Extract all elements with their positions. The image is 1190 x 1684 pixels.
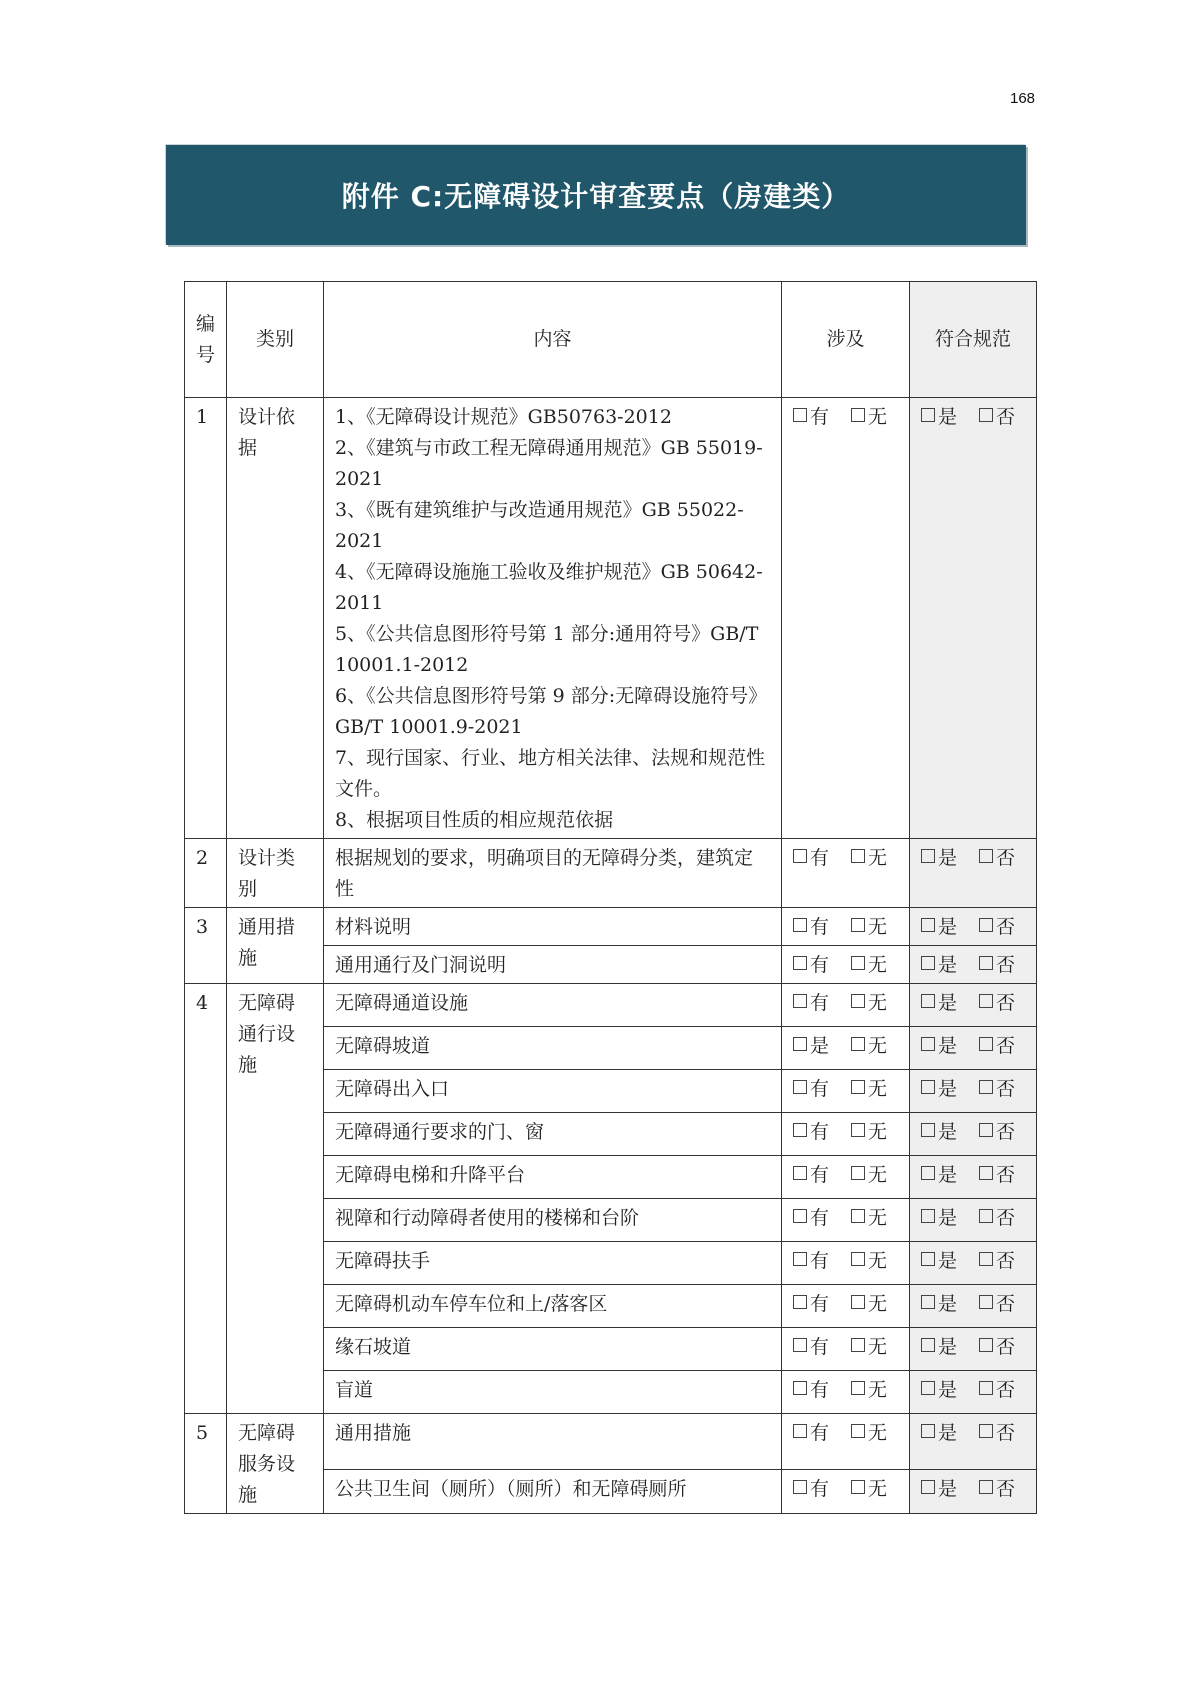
conforms-cell (910, 839, 1037, 908)
involved-cell (782, 1285, 910, 1328)
checkbox-icon[interactable] (921, 918, 935, 932)
conforms-option-label: 是 (938, 1250, 958, 1272)
checkbox-icon[interactable] (851, 1123, 865, 1137)
conforms-cell (910, 1156, 1037, 1199)
checkbox-icon[interactable] (921, 1480, 935, 1494)
row-content (324, 946, 782, 984)
conforms-option-label: 是 (938, 1422, 958, 1444)
involved-cell (782, 1328, 910, 1371)
involved-option[interactable] (793, 1074, 829, 1105)
conforms-option-label: 是 (938, 992, 958, 1014)
involved-option-label: 无 (868, 847, 888, 869)
involved-option-label: 有 (810, 406, 830, 428)
involved-option[interactable] (851, 1031, 887, 1062)
involved-cell (782, 946, 910, 984)
involved-option[interactable] (793, 402, 829, 433)
table-body (185, 398, 1037, 1514)
conforms-option-label: 否 (996, 1379, 1016, 1401)
involved-option-label: 有 (810, 1250, 830, 1272)
conforms-option[interactable] (921, 1160, 957, 1191)
involved-cell (782, 1070, 910, 1113)
involved-option-label: 有 (810, 1336, 830, 1358)
involved-option-label: 有 (810, 1121, 830, 1143)
involved-option[interactable] (793, 1031, 829, 1062)
involved-option[interactable] (793, 1117, 829, 1148)
conforms-option[interactable] (979, 1246, 1015, 1277)
conforms-option-label: 否 (996, 916, 1016, 938)
conforms-option-label: 是 (938, 1035, 958, 1057)
conforms-option[interactable] (921, 1332, 957, 1363)
content-line: 无障碍电梯和升降平台 (335, 1164, 526, 1186)
involved-option-label: 是 (810, 1035, 830, 1057)
checkbox-icon[interactable] (793, 1480, 807, 1494)
content-line: 视障和行动障碍者使用的楼梯和台阶 (335, 1207, 640, 1229)
conforms-option[interactable] (921, 1031, 957, 1062)
conforms-option-label: 否 (996, 1207, 1016, 1229)
title-banner (166, 145, 1026, 245)
header-involved: 涉及 (782, 282, 910, 398)
checkbox-icon[interactable] (921, 1123, 935, 1137)
row-number: 1 (185, 398, 227, 839)
conforms-option[interactable] (979, 950, 1015, 981)
involved-option[interactable] (793, 988, 829, 1019)
involved-option[interactable] (851, 1160, 887, 1191)
involved-option[interactable] (851, 1289, 887, 1320)
row-content (324, 908, 782, 946)
content-line: 4、《无障碍设施施工验收及维护规范》GB 50642-2011 (335, 561, 763, 614)
content-line: 通用措施 (335, 1422, 412, 1444)
checkbox-icon[interactable] (979, 956, 993, 970)
involved-option-label: 无 (868, 1207, 888, 1229)
conforms-cell (910, 1469, 1037, 1513)
involved-option-label: 有 (810, 1379, 830, 1401)
conforms-cell (910, 1285, 1037, 1328)
table-header-row (185, 282, 1037, 398)
conforms-option-label: 否 (996, 1477, 1016, 1500)
conforms-option[interactable] (921, 843, 957, 874)
checkbox-icon[interactable] (979, 1037, 993, 1051)
content-line: 2、《建筑与市政工程无障碍通用规范》GB 55019-2021 (335, 437, 763, 490)
conforms-cell (910, 1199, 1037, 1242)
checkbox-icon[interactable] (851, 994, 865, 1008)
conforms-option[interactable] (921, 1418, 957, 1449)
checkbox-icon[interactable] (793, 1166, 807, 1180)
checkbox-icon[interactable] (979, 1252, 993, 1266)
conforms-cell (910, 1328, 1037, 1371)
checkbox-icon[interactable] (979, 1295, 993, 1309)
checkbox-icon[interactable] (793, 1037, 807, 1051)
involved-option[interactable] (851, 950, 887, 981)
row-content (324, 1328, 782, 1371)
checkbox-icon[interactable] (921, 1080, 935, 1094)
involved-cell (782, 1027, 910, 1070)
table-row (185, 908, 1037, 946)
content-line: 无障碍机动车停车位和上/落客区 (335, 1293, 608, 1315)
conforms-option-label: 是 (938, 916, 958, 938)
content-line: 缘石坡道 (335, 1336, 412, 1358)
checkbox-icon[interactable] (921, 1295, 935, 1309)
conforms-option-label: 是 (938, 1293, 958, 1315)
involved-cell (782, 1113, 910, 1156)
involved-option-label: 有 (810, 1078, 830, 1100)
conforms-option-label: 否 (996, 1035, 1016, 1057)
row-content (324, 1371, 782, 1414)
header-category: 类别 (227, 282, 324, 398)
conforms-option[interactable] (921, 1246, 957, 1277)
conforms-option-label: 否 (996, 1164, 1016, 1186)
table-row (185, 984, 1037, 1027)
checkbox-icon[interactable] (793, 994, 807, 1008)
conforms-option[interactable] (979, 1117, 1015, 1148)
checkbox-icon[interactable] (793, 1209, 807, 1223)
conforms-option-label: 否 (996, 847, 1016, 869)
checkbox-icon[interactable] (851, 1338, 865, 1352)
checkbox-icon[interactable] (851, 1080, 865, 1094)
conforms-option-label: 是 (938, 1336, 958, 1358)
involved-cell (782, 908, 910, 946)
conforms-option[interactable] (979, 1203, 1015, 1234)
checkbox-icon[interactable] (921, 1166, 935, 1180)
checkbox-icon[interactable] (793, 1424, 807, 1438)
header-content: 内容 (324, 282, 782, 398)
checkbox-icon[interactable] (793, 1381, 807, 1395)
checkbox-icon[interactable] (921, 849, 935, 863)
header-num-label: 编号 (195, 312, 215, 366)
conforms-option-label: 是 (938, 1207, 958, 1229)
row-content (324, 1070, 782, 1113)
conforms-option[interactable] (921, 402, 957, 433)
conforms-cell (910, 398, 1037, 839)
involved-option[interactable] (793, 1246, 829, 1277)
content-line: 6、《公共信息图形符号第 9 部分:无障碍设施符号》GB/T 10001.9-2021 (335, 685, 768, 738)
checkbox-icon[interactable] (979, 1123, 993, 1137)
row-category: 通用措施 (227, 908, 324, 984)
involved-option[interactable] (851, 1117, 887, 1148)
checkbox-icon[interactable] (851, 849, 865, 863)
row-content (324, 839, 782, 908)
row-content (324, 1469, 782, 1513)
checkbox-icon[interactable] (851, 408, 865, 422)
involved-option-label: 无 (868, 1035, 888, 1057)
conforms-option[interactable] (921, 1117, 957, 1148)
checkbox-icon[interactable] (979, 1209, 993, 1223)
conforms-cell (910, 1113, 1037, 1156)
conforms-option-label: 否 (996, 954, 1016, 976)
conforms-option[interactable] (979, 912, 1015, 943)
conforms-option-label: 是 (938, 1379, 958, 1401)
involved-option[interactable] (851, 1375, 887, 1406)
involved-option[interactable] (851, 1203, 887, 1234)
involved-option[interactable] (793, 1375, 829, 1406)
involved-option-label: 无 (868, 1164, 888, 1186)
involved-option-label: 无 (868, 1422, 888, 1444)
conforms-option[interactable] (979, 1375, 1015, 1406)
content-line: 无障碍扶手 (335, 1250, 431, 1272)
checkbox-icon[interactable] (793, 956, 807, 970)
conforms-option-label: 否 (996, 1078, 1016, 1100)
checkbox-icon[interactable] (793, 1252, 807, 1266)
content-line: 5、《公共信息图形符号第 1 部分:通用符号》GB/T 10001.1-2012 (335, 623, 759, 676)
checkbox-icon[interactable] (921, 1209, 935, 1223)
content-line: 1、《无障碍设计规范》GB50763-2012 (335, 406, 672, 428)
conforms-option[interactable] (921, 988, 957, 1019)
content-line: 3、《既有建筑维护与改造通用规范》GB 55022-2021 (335, 499, 744, 552)
checkbox-icon[interactable] (851, 1252, 865, 1266)
involved-option[interactable] (851, 402, 887, 433)
conforms-option-label: 是 (938, 1164, 958, 1186)
conforms-option[interactable] (921, 912, 957, 943)
conforms-cell (910, 908, 1037, 946)
conforms-option[interactable] (979, 1074, 1015, 1105)
involved-option-label: 无 (868, 954, 888, 976)
conforms-option[interactable] (979, 402, 1015, 433)
checkbox-icon[interactable] (793, 1080, 807, 1094)
checkbox-icon[interactable] (921, 994, 935, 1008)
conforms-cell (910, 946, 1037, 984)
conforms-cell (910, 1242, 1037, 1285)
conforms-cell (910, 984, 1037, 1027)
involved-option-label: 有 (810, 916, 830, 938)
checkbox-icon[interactable] (979, 1480, 993, 1494)
involved-option[interactable] (793, 1474, 829, 1505)
checkbox-icon[interactable] (793, 408, 807, 422)
conforms-option[interactable] (979, 1332, 1015, 1363)
conforms-option-label: 否 (996, 1121, 1016, 1143)
row-category: 无障碍通行设施 (227, 984, 324, 1414)
conforms-cell (910, 1414, 1037, 1470)
content-line: 无障碍出入口 (335, 1078, 450, 1100)
row-number: 3 (185, 908, 227, 984)
row-content (324, 984, 782, 1027)
checkbox-icon[interactable] (979, 994, 993, 1008)
involved-option-label: 无 (868, 1336, 888, 1358)
checkbox-icon[interactable] (979, 408, 993, 422)
checkbox-icon[interactable] (793, 1295, 807, 1309)
involved-option[interactable] (851, 1074, 887, 1105)
involved-option[interactable] (793, 1203, 829, 1234)
involved-option-label: 有 (810, 1293, 830, 1315)
involved-option[interactable] (851, 1474, 887, 1505)
checkbox-icon[interactable] (851, 1424, 865, 1438)
involved-option-label: 有 (810, 1422, 830, 1444)
row-content (324, 1285, 782, 1328)
conforms-option-label: 是 (938, 1078, 958, 1100)
conforms-option-label: 是 (938, 406, 958, 428)
involved-option-label: 无 (868, 1250, 888, 1272)
checkbox-icon[interactable] (979, 849, 993, 863)
checkbox-icon[interactable] (851, 1295, 865, 1309)
involved-option-label: 无 (868, 1121, 888, 1143)
conforms-option[interactable] (921, 1474, 957, 1505)
checkbox-icon[interactable] (851, 1480, 865, 1494)
involved-option[interactable] (793, 1160, 829, 1191)
conforms-option[interactable] (921, 1289, 957, 1320)
row-content (324, 1027, 782, 1070)
row-number: 2 (185, 839, 227, 908)
checkbox-icon[interactable] (979, 1381, 993, 1395)
table-row (185, 398, 1037, 839)
row-category: 无障碍服务设施 (227, 1414, 324, 1514)
involved-cell (782, 1156, 910, 1199)
checkbox-icon[interactable] (921, 1338, 935, 1352)
conforms-option[interactable] (979, 1289, 1015, 1320)
conforms-cell (910, 1027, 1037, 1070)
table-row (185, 1414, 1037, 1470)
row-content (324, 398, 782, 839)
conforms-cell (910, 1070, 1037, 1113)
checkbox-icon[interactable] (921, 1381, 935, 1395)
conforms-option-label: 是 (938, 1477, 958, 1500)
checkbox-icon[interactable] (979, 1338, 993, 1352)
content-line: 无障碍坡道 (335, 1035, 431, 1057)
row-content (324, 1156, 782, 1199)
content-line: 材料说明 (335, 916, 412, 938)
header-conforms: 符合规范 (910, 282, 1037, 398)
conforms-option[interactable] (979, 988, 1015, 1019)
involved-option-label: 无 (868, 1293, 888, 1315)
involved-option[interactable] (793, 843, 829, 874)
involved-option-label: 无 (868, 1078, 888, 1100)
checkbox-icon[interactable] (851, 1037, 865, 1051)
checkbox-icon[interactable] (851, 1166, 865, 1180)
involved-option[interactable] (851, 988, 887, 1019)
involved-cell (782, 1469, 910, 1513)
checkbox-icon[interactable] (793, 918, 807, 932)
conforms-option-label: 否 (996, 406, 1016, 428)
involved-option-label: 无 (868, 1379, 888, 1401)
conforms-option-label: 是 (938, 847, 958, 869)
conforms-option[interactable] (979, 1160, 1015, 1191)
checkbox-icon[interactable] (979, 1166, 993, 1180)
header-num (185, 282, 227, 398)
checkbox-icon[interactable] (851, 956, 865, 970)
row-number: 5 (185, 1414, 227, 1514)
conforms-option[interactable] (979, 843, 1015, 874)
conforms-option-label: 否 (996, 1422, 1016, 1444)
involved-option[interactable] (793, 950, 829, 981)
involved-option[interactable] (851, 1418, 887, 1449)
involved-cell (782, 984, 910, 1027)
checkbox-icon[interactable] (793, 849, 807, 863)
involved-cell (782, 1414, 910, 1470)
conforms-option[interactable] (921, 1074, 957, 1105)
conforms-option[interactable] (921, 950, 957, 981)
involved-option-label: 无 (868, 992, 888, 1014)
involved-option[interactable] (793, 1418, 829, 1449)
involved-option-label: 无 (868, 1477, 888, 1500)
content-line: 7、现行国家、行业、地方相关法律、法规和规范性文件。 (335, 747, 766, 800)
involved-cell (782, 1371, 910, 1414)
involved-option[interactable] (793, 912, 829, 943)
row-number: 4 (185, 984, 227, 1414)
conforms-option-label: 是 (938, 1121, 958, 1143)
row-category: 设计类别 (227, 839, 324, 908)
checkbox-icon[interactable] (979, 918, 993, 932)
involved-option-label: 有 (810, 1207, 830, 1229)
content-line: 根据规划的要求，明确项目的无障碍分类，建筑定性 (335, 847, 754, 900)
content-line: 公共卫生间（厕所）（厕所）和无障碍厕所 (335, 1477, 687, 1500)
involved-option-label: 有 (810, 954, 830, 976)
conforms-option-label: 否 (996, 1250, 1016, 1272)
involved-cell (782, 1199, 910, 1242)
page-number: 168 (1010, 90, 1036, 107)
involved-option-label: 有 (810, 992, 830, 1014)
checkbox-icon[interactable] (851, 918, 865, 932)
involved-option-label: 有 (810, 847, 830, 869)
involved-option-label: 有 (810, 1164, 830, 1186)
checkbox-icon[interactable] (851, 1381, 865, 1395)
conforms-option[interactable] (979, 1474, 1015, 1505)
involved-option[interactable] (851, 912, 887, 943)
table-row (185, 839, 1037, 908)
checkbox-icon[interactable] (979, 1424, 993, 1438)
involved-option-label: 无 (868, 406, 888, 428)
conforms-option[interactable] (921, 1203, 957, 1234)
checkbox-icon[interactable] (921, 1252, 935, 1266)
conforms-option-label: 否 (996, 1293, 1016, 1315)
involved-cell (782, 839, 910, 908)
checkbox-icon[interactable] (851, 1209, 865, 1223)
checkbox-icon[interactable] (921, 1037, 935, 1051)
involved-option[interactable] (851, 1332, 887, 1363)
content-line: 盲道 (335, 1379, 374, 1401)
row-content (324, 1113, 782, 1156)
conforms-option[interactable] (921, 1375, 957, 1406)
checkbox-icon[interactable] (921, 408, 935, 422)
conforms-option-label: 否 (996, 992, 1016, 1014)
row-content (324, 1414, 782, 1470)
involved-option[interactable] (793, 1289, 829, 1320)
involved-option[interactable] (851, 1246, 887, 1277)
content-line: 通用通行及门洞说明 (335, 954, 507, 976)
involved-cell (782, 1242, 910, 1285)
content-line: 8、根据项目性质的相应规范依据 (335, 809, 614, 831)
content-line: 无障碍通行要求的门、窗 (335, 1121, 545, 1143)
content-line: 无障碍通道设施 (335, 992, 469, 1014)
involved-cell (782, 398, 910, 839)
conforms-option-label: 是 (938, 954, 958, 976)
conforms-cell (910, 1371, 1037, 1414)
involved-option-label: 无 (868, 916, 888, 938)
review-table (184, 281, 1037, 1514)
row-category: 设计依据 (227, 398, 324, 839)
conforms-option[interactable] (979, 1031, 1015, 1062)
involved-option[interactable] (851, 843, 887, 874)
conforms-option-label: 否 (996, 1336, 1016, 1358)
involved-option-label: 有 (810, 1477, 830, 1500)
conforms-option[interactable] (979, 1418, 1015, 1449)
involved-option[interactable] (793, 1332, 829, 1363)
row-content (324, 1199, 782, 1242)
checkbox-icon[interactable] (921, 956, 935, 970)
checkbox-icon[interactable] (793, 1338, 807, 1352)
checkbox-icon[interactable] (793, 1123, 807, 1137)
checkbox-icon[interactable] (921, 1424, 935, 1438)
row-content (324, 1242, 782, 1285)
checkbox-icon[interactable] (979, 1080, 993, 1094)
page-title: 附件 C:无障碍设计审查要点（房建类） (341, 180, 851, 213)
